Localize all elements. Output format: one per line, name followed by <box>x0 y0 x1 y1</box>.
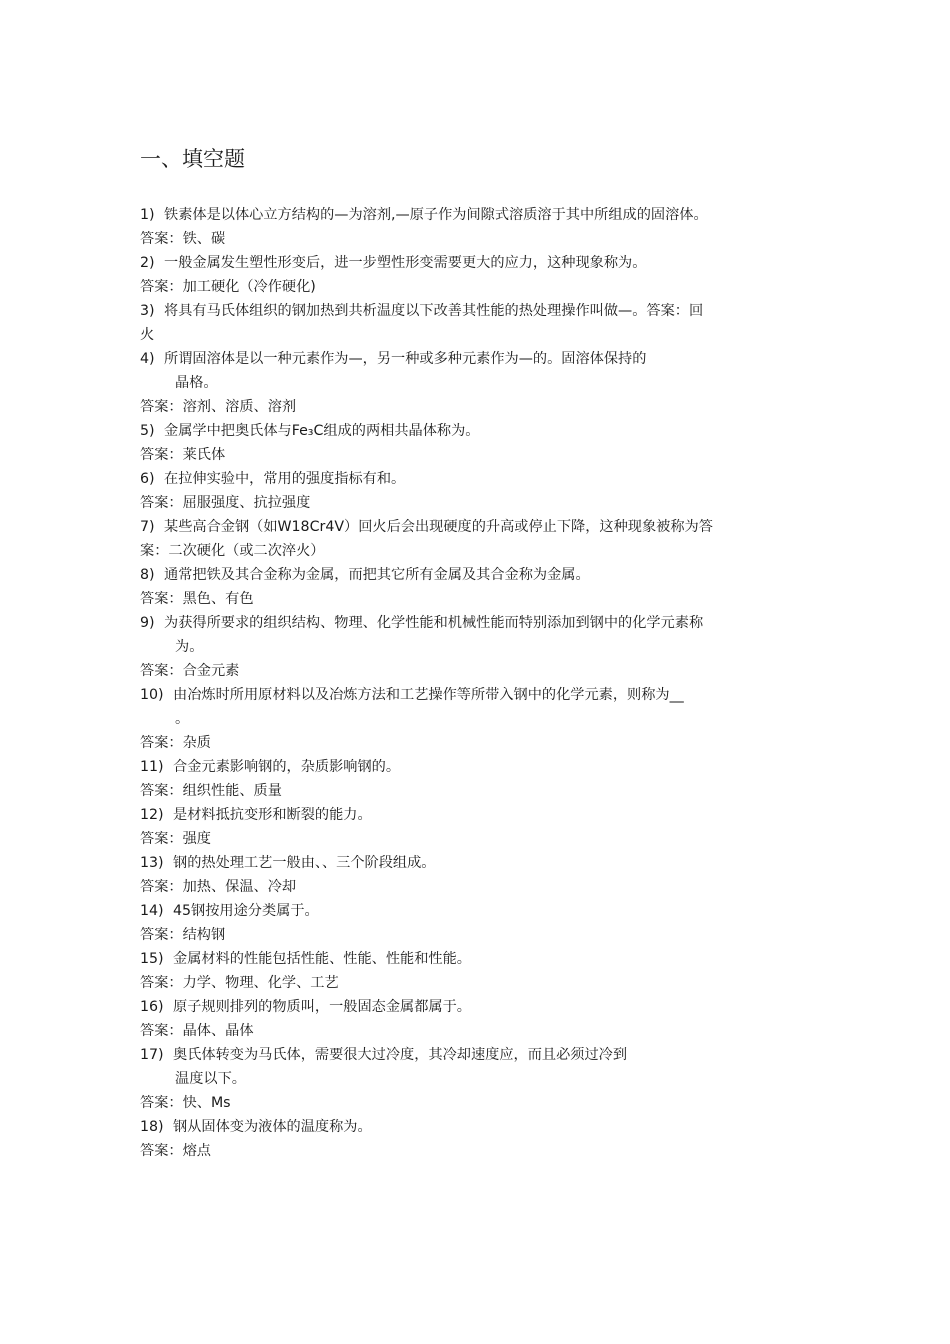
question-text: 由冶炼时所用原材料以及冶炼方法和工艺操作等所带入钢中的化学元素，则称为__ <box>173 687 684 703</box>
answer-line: 答案：组织性能、质量 <box>140 783 282 799</box>
answer-line: 答案：结构钢 <box>140 927 226 943</box>
question-continuation: 晶格。 <box>175 375 218 391</box>
question-list <box>140 203 820 1163</box>
question-text: 在拉伸实验中，常用的强度指标有和。 <box>164 471 406 487</box>
question-text: 是材料抵抗变形和断裂的能力。 <box>173 807 372 823</box>
question-line <box>140 899 820 923</box>
question-text: 为获得所要求的组织结构、物理、化学性能和机械性能而特别添加到钢中的化学元素称 <box>164 615 704 631</box>
question-continuation: 。 <box>175 711 190 727</box>
question-continuation: 为。 <box>175 639 204 655</box>
answer-line: 答案：合金元素 <box>140 663 240 679</box>
question-number: 16) <box>140 999 164 1015</box>
answer-line: 答案：晶体、晶体 <box>140 1023 254 1039</box>
question-text: 铁素体是以体心立方结构的—为溶剂,—原子作为间隙式溶质溶于其中所组成的固溶体。 <box>164 207 708 223</box>
question-text: 通常把铁及其合金称为金属，而把其它所有金属及其合金称为金属。 <box>164 567 590 583</box>
question-continuation: 温度以下。 <box>175 1071 246 1087</box>
answer-line: 案：二次硬化（或二次淬火） <box>140 543 325 559</box>
question-line <box>140 851 820 875</box>
question-text: 奥氏体转变为马氏体，需要很大过冷度，其冷却速度应，而且必须过冷到 <box>173 1047 628 1063</box>
question-number: 4) <box>140 351 155 367</box>
question-line <box>140 947 820 971</box>
question-number: 18) <box>140 1119 164 1135</box>
question-line <box>140 419 820 443</box>
answer-line: 火 <box>140 327 155 343</box>
question-text: 金属学中把奥氏体与Fe₃C组成的两相共晶体称为。 <box>164 423 480 439</box>
question-line <box>140 467 820 491</box>
question-number: 3) <box>140 303 155 319</box>
answer-line: 答案：溶剂、溶质、溶剂 <box>140 399 297 415</box>
question-number: 1) <box>140 207 155 223</box>
question-number: 7) <box>140 519 155 535</box>
question-text: 金属材料的性能包括性能、性能、性能和性能。 <box>173 951 471 967</box>
question-number: 10) <box>140 687 164 703</box>
answer-line: 答案：杂质 <box>140 735 211 751</box>
question-text: 钢从固体变为液体的温度称为。 <box>173 1119 372 1135</box>
answer-line: 答案：加热、保温、冷却 <box>140 879 297 895</box>
question-number: 9) <box>140 615 155 631</box>
answer-line: 答案：铁、碳 <box>140 231 226 247</box>
question-line <box>140 1115 820 1139</box>
answer-line: 答案：力学、物理、化学、工艺 <box>140 975 339 991</box>
question-line <box>140 203 820 227</box>
question-line <box>140 803 820 827</box>
question-line <box>140 755 820 779</box>
question-text: 一般金属发生塑性形变后，进一步塑性形变需要更大的应力，这种现象称为。 <box>164 255 647 271</box>
question-text: 某些高合金钢（如W18Cr4V）回火后会出现硬度的升高或停止下降，这种现象被称为答 <box>164 519 713 535</box>
answer-line: 答案：快、Ms <box>140 1095 231 1111</box>
question-number: 12) <box>140 807 164 823</box>
question-text: 钢的热处理工艺一般由、、三个阶段组成。 <box>173 855 436 871</box>
question-number: 13) <box>140 855 164 871</box>
question-text: 合金元素影响钢的，杂质影响钢的。 <box>173 759 401 775</box>
question-line <box>140 563 820 587</box>
question-number: 6) <box>140 471 155 487</box>
question-line <box>140 299 820 323</box>
answer-line: 答案：屈服强度、抗拉强度 <box>140 495 311 511</box>
question-line <box>140 611 820 635</box>
question-line <box>140 515 820 539</box>
question-line <box>140 1043 820 1067</box>
question-number: 5) <box>140 423 155 439</box>
question-text: 45钢按用途分类属于。 <box>173 903 319 919</box>
question-line <box>140 251 820 275</box>
question-number: 8) <box>140 567 155 583</box>
answer-line: 答案：强度 <box>140 831 211 847</box>
question-number: 14) <box>140 903 164 919</box>
question-number: 17) <box>140 1047 164 1063</box>
question-text: 所谓固溶体是以一种元素作为—，另一种或多种元素作为—的。固溶体保持的 <box>164 351 647 367</box>
question-number: 2) <box>140 255 155 271</box>
question-number: 15) <box>140 951 164 967</box>
answer-line: 答案：黑色、有色 <box>140 591 254 607</box>
answer-line: 答案：熔点 <box>140 1143 211 1159</box>
section-title: 一、填空题 <box>140 147 245 171</box>
question-number: 11) <box>140 759 164 775</box>
answer-line: 答案：加工硬化（冷作硬化) <box>140 279 316 295</box>
answer-line: 答案：莱氏体 <box>140 447 226 463</box>
question-text: 原子规则排列的物质叫，一般固态金属都属于。 <box>173 999 471 1015</box>
question-text: 将具有马氏体组织的钢加热到共析温度以下改善其性能的热处理操作叫做—。答案：回 <box>164 303 704 319</box>
question-line <box>140 683 820 707</box>
question-line <box>140 995 820 1019</box>
question-line <box>140 347 820 371</box>
